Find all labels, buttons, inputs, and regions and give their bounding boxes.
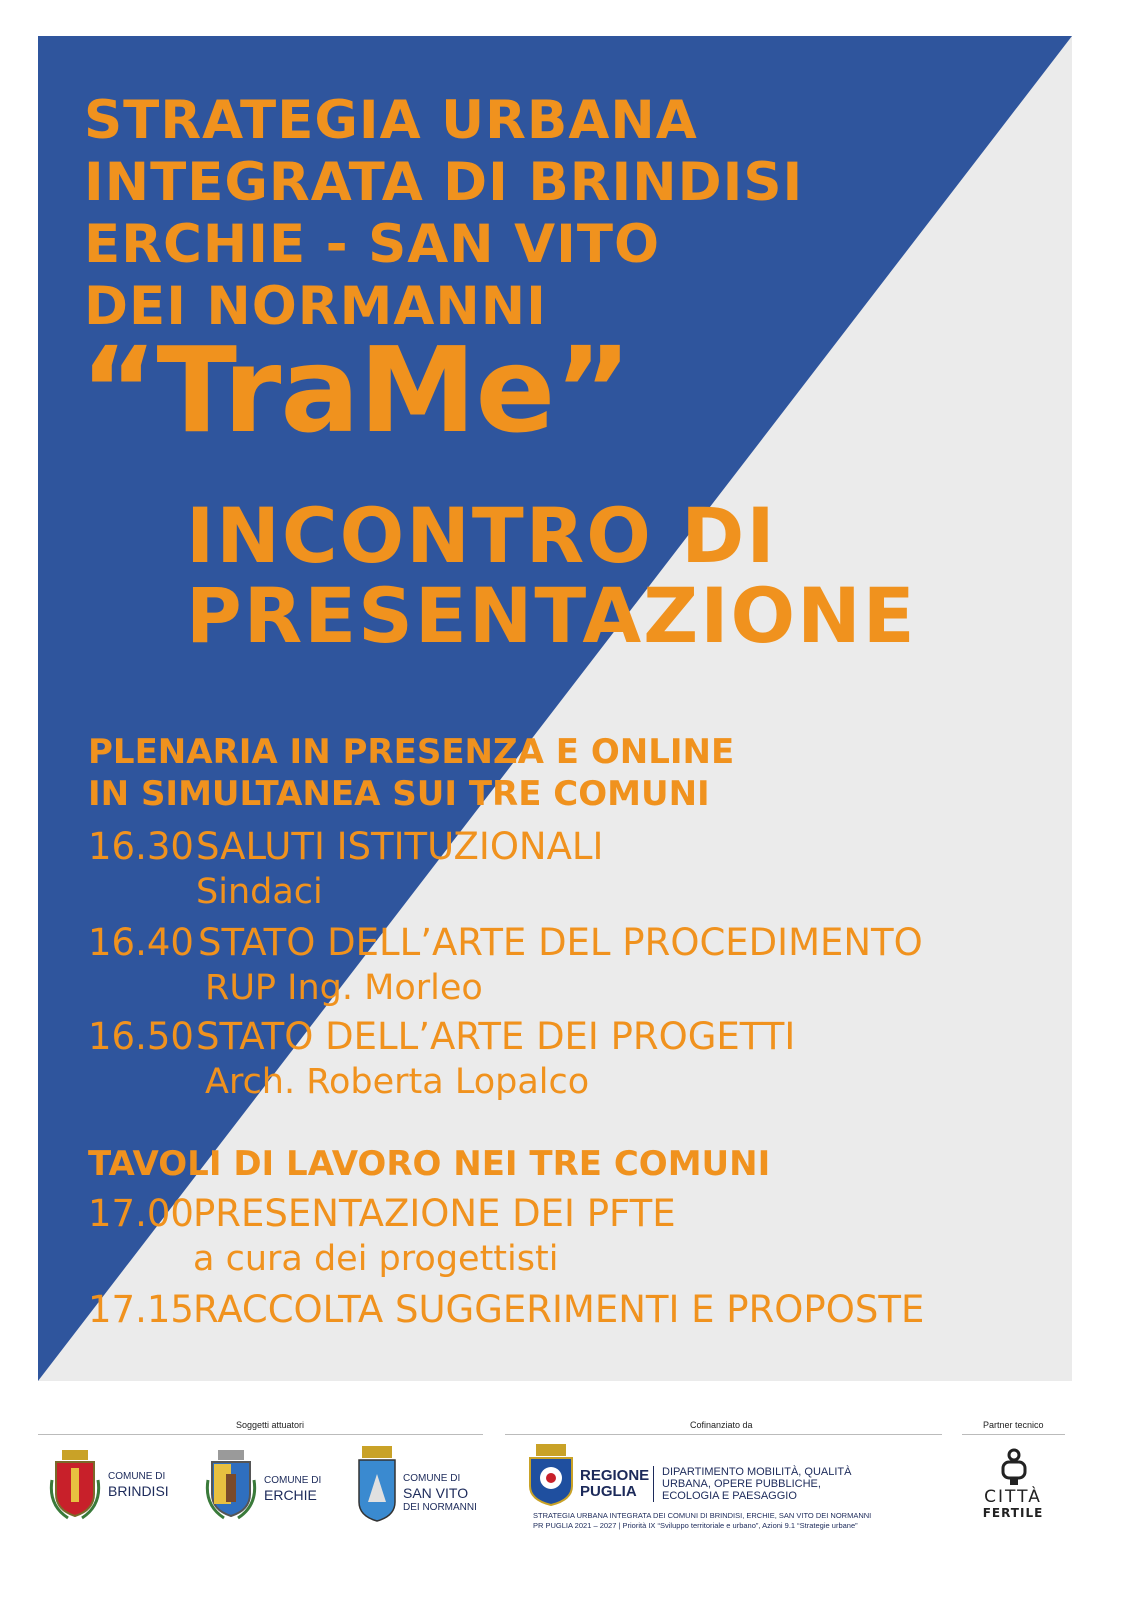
agenda-time: 17.00: [88, 1192, 194, 1235]
agenda-speaker: Sindaci: [196, 872, 323, 912]
agenda-title: RACCOLTA SUGGERIMENTI E PROPOSTE: [193, 1288, 925, 1331]
agenda-time: 17.15: [88, 1288, 194, 1331]
cofunded-caption: Cofinanziato da: [690, 1420, 753, 1430]
agenda-title: PRESENTAZIONE DEI PFTE: [193, 1192, 676, 1235]
plenary-title-line-1: PLENARIA IN PRESENZA E ONLINE: [88, 732, 735, 772]
partner-name: CITTÀ FERTILE: [982, 1487, 1044, 1520]
plenary-title-line-2: IN SIMULTANEA SUI TRE COMUNI: [88, 774, 710, 814]
region-name: REGIONE PUGLIA: [580, 1467, 650, 1500]
agenda-speaker: a cura dei progettisti: [193, 1239, 559, 1279]
erchie-crest-icon: [204, 1450, 258, 1520]
event-title-line-1: INCONTRO DI: [186, 491, 777, 580]
divider: [653, 1466, 654, 1502]
agenda-speaker: RUP Ing. Morleo: [205, 968, 483, 1008]
divider: [38, 1434, 483, 1435]
municipality-label: COMUNE DI SAN VITO DEI NORMANNI: [403, 1473, 477, 1513]
project-name: “TraMe”: [80, 321, 631, 459]
region-department: DIPARTIMENTO MOBILITÀ, QUALITÀ URBANA, OPERE PUBBLICHE, ECOLOGIA E PAESAGGIO: [662, 1466, 852, 1502]
divider: [962, 1434, 1065, 1435]
municipality-label: COMUNE DI ERCHIE: [264, 1475, 322, 1503]
heading-line-2: INTEGRATA DI BRINDISI: [84, 152, 804, 213]
agenda-time: 16.50: [88, 1015, 194, 1058]
agenda-time: 16.30: [88, 825, 194, 868]
implementers-caption: Soggetti attuatori: [236, 1420, 305, 1430]
brindisi-crest-icon: [48, 1450, 102, 1520]
municipality-label: COMUNE DI BRINDISI: [108, 1471, 169, 1499]
heading-line-3: ERCHIE - SAN VITO: [84, 214, 661, 275]
event-title-line-2: PRESENTAZIONE: [186, 571, 917, 660]
agenda-title: SALUTI ISTITUZIONALI: [196, 825, 604, 868]
poster: [38, 36, 1072, 1381]
partner-caption: Partner tecnico: [983, 1420, 1044, 1430]
heading-line-1: STRATEGIA URBANA: [84, 90, 698, 151]
citta-fertile-logo-icon: [1000, 1448, 1028, 1486]
agenda-title: STATO DELL’ARTE DEI PROGETTI: [196, 1015, 796, 1058]
funding-legal-text: STRATEGIA URBANA INTEGRATA DEI COMUNI DI BRINDISI, ERCHIE, SAN VITO DEI NORMANNI PR PUGLIA 2021 – 2027 | Priorità IX “Sviluppo territoriale e urbano”, Azioni 9.1 “Strategie urbane”: [533, 1511, 872, 1530]
regione-puglia-crest-icon: [528, 1444, 574, 1506]
divider: [505, 1434, 942, 1435]
heading-line-4: DEI NORMANNI: [84, 276, 547, 337]
agenda-speaker: Arch. Roberta Lopalco: [205, 1062, 590, 1102]
footer: [0, 1400, 1131, 1600]
san-vito-crest-icon: [356, 1446, 398, 1522]
agenda-time: 16.40: [88, 921, 194, 964]
workshops-title: TAVOLI DI LAVORO NEI TRE COMUNI: [88, 1144, 771, 1184]
agenda-title: STATO DELL’ARTE DEL PROCEDIMENTO: [198, 921, 923, 964]
